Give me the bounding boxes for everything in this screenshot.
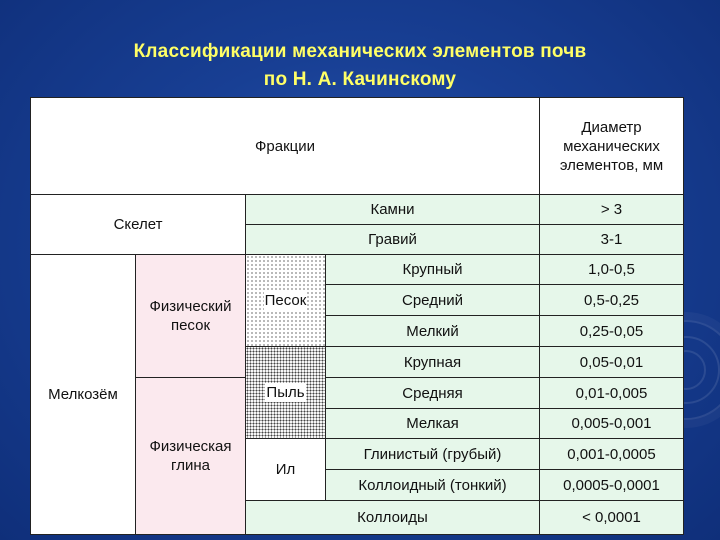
fraction-colloidal-silt: Коллоидный (тонкий) (326, 470, 540, 501)
silt-label: Ил (246, 439, 326, 501)
fraction-coarse-sand: Крупный (326, 255, 540, 285)
diameter-medium-dust: 0,01-0,005 (540, 378, 683, 409)
header-diameter: Диаметр механических элементов, мм (540, 98, 683, 195)
diameter-medium-sand: 0,5-0,25 (540, 285, 683, 316)
fraction-fine-sand: Мелкий (326, 316, 540, 347)
diameter-colloidal-silt: 0,0005-0,0001 (540, 470, 683, 501)
diameter-stones: > 3 (540, 195, 683, 225)
diameter-fine-dust: 0,005-0,001 (540, 409, 683, 439)
page-title (0, 38, 720, 94)
classification-table (30, 97, 684, 535)
fraction-stones: Камни (246, 195, 540, 225)
fraction-medium-sand: Средний (326, 285, 540, 316)
fraction-medium-dust: Средняя (326, 378, 540, 409)
diameter-gravel: 3-1 (540, 225, 683, 255)
physical-clay-label: Физическая глина (136, 378, 246, 534)
sand-label (246, 255, 326, 347)
diameter-colloids: < 0,0001 (540, 501, 683, 534)
title-line-2: по Н. А. Качинскому (263, 69, 457, 90)
dust-label (246, 347, 326, 439)
dust-text: Пыль (266, 384, 305, 401)
skeleton-label: Скелет (31, 195, 246, 255)
diameter-clayey-silt: 0,001-0,0005 (540, 439, 683, 470)
fraction-clayey-silt: Глинистый (грубый) (326, 439, 540, 470)
header-fractions: Фракции (31, 98, 540, 195)
fraction-colloids: Коллоиды (246, 501, 540, 534)
physical-sand-label: Физический песок (136, 255, 246, 378)
fine-earth-label: Мелкозём (31, 255, 136, 534)
diameter-coarse-dust: 0,05-0,01 (540, 347, 683, 378)
title-line-1: Классификации механических элементов почв (133, 41, 587, 62)
sand-text: Песок (264, 292, 307, 309)
diameter-coarse-sand: 1,0-0,5 (540, 255, 683, 285)
fraction-gravel: Гравий (246, 225, 540, 255)
fraction-fine-dust: Мелкая (326, 409, 540, 439)
diameter-fine-sand: 0,25-0,05 (540, 316, 683, 347)
fraction-coarse-dust: Крупная (326, 347, 540, 378)
